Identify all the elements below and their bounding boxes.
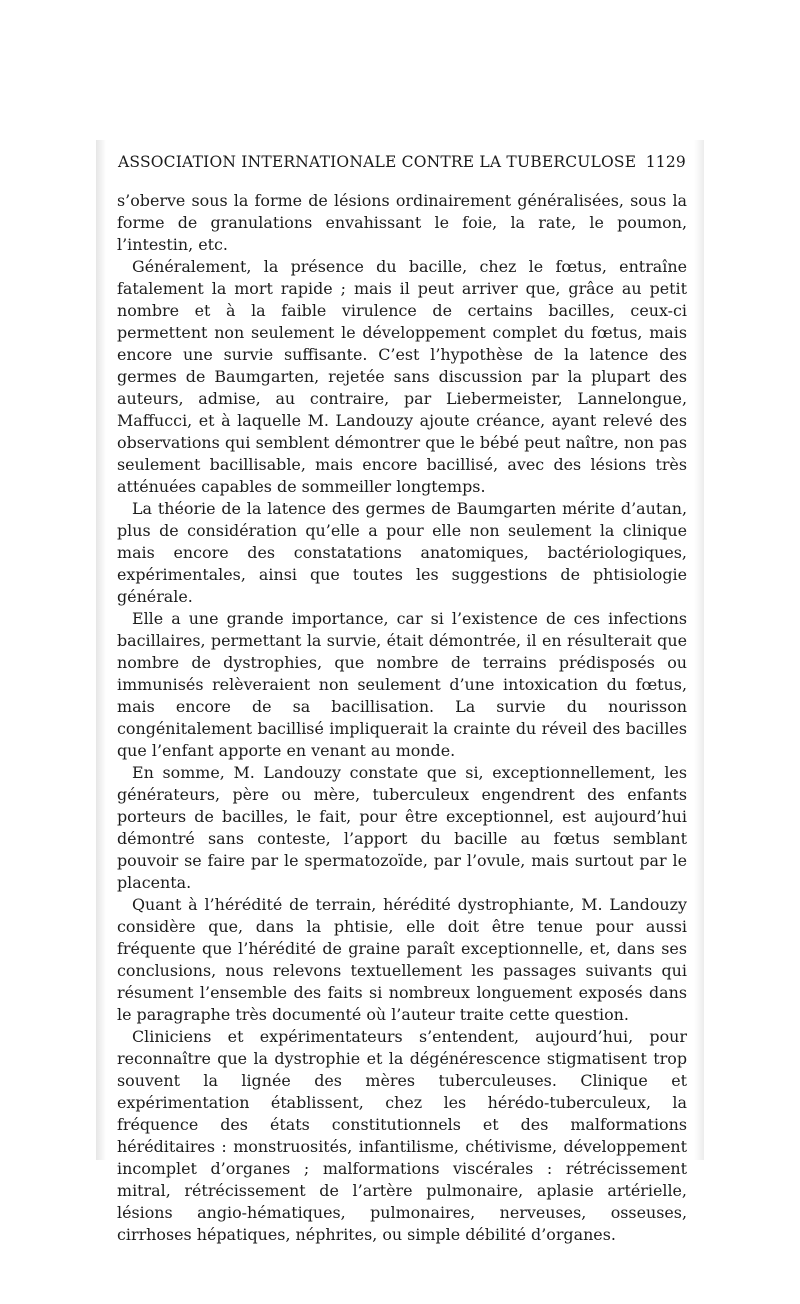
- running-title: ASSOCIATION INTERNATIONALE CONTRE LA TUBERCULOSE: [118, 153, 637, 171]
- page-number: 1129: [645, 153, 686, 171]
- scan-edge-shadow-left: [96, 140, 106, 1160]
- body-text: [117, 190, 687, 1246]
- paragraph-continuation: s’oberve sous la forme de lésions ordinairement généralisées, sous la forme de granulations envahissant le foie, la rate, le poumon, l’intestin, etc.: [117, 191, 687, 254]
- paragraph-bacille-foetus: Généralement, la présence du bacille, chez le fœtus, entraîne fatalement la mort rapide ; mais il peut arriver que, grâce au petit nombre et à la faible virulence de certains bacilles, ceux-ci permettent non seulement le développement complet du fœtus, mais encore une survie suffisante. C’est l’hypothèse de la latence des germes de Baumgarten, rejetée sans discussion par la plupart des auteurs, admise, au contraire, par Liebermeister, Lannelongue, Maffucci, et à laquelle M. Landouzy ajoute créance, ayant relevé des observations qui semblent démontrer que le bébé peut naître, non pas seulement bacillisable, mais encore bacillisé, avec des lésions très atténuées capables de sommeiller longtemps.: [117, 257, 687, 496]
- running-header: [118, 153, 686, 179]
- paragraph-heredite-terrain: Quant à l’hérédité de terrain, hérédité dystrophiante, M. Landouzy considère que, dans la phtisie, elle doit être tenue pour aussi fréquente que l’hérédité de graine paraît exceptionnelle, et, dans ses conclusions, nous relevons textuellement les passages suivants qui résument l’ensemble des faits si nombreux longuement exposés dans le paragraphe très documenté où l’auteur traite cette question.: [117, 895, 687, 1024]
- paragraph-theorie-latence: La théorie de la latence des germes de Baumgarten mérite d’autan, plus de considération qu’elle a pour elle non seulement la clinique mais encore des constatations anatomiques, bactériologiques, expérimentales, ainsi que toutes les suggestions de phtisiologie générale.: [117, 499, 687, 606]
- paragraph-en-somme: En somme, M. Landouzy constate que si, exceptionnellement, les générateurs, père ou mère, tuberculeux engendrent des enfants porteurs de bacilles, le fait, pour être exceptionnel, est aujourd’hui démontré sans conteste, l’apport du bacille au fœtus semblant pouvoir se faire par le spermatozoïde, par l’ovule, mais surtout par le placenta.: [117, 763, 687, 892]
- scan-edge-shadow-right: [694, 140, 704, 1160]
- paragraph-cliniciens: Cliniciens et expérimentateurs s’entendent, aujourd’hui, pour reconnaître que la dystrophie et la dégénérescence stigmatisent trop souvent la lignée des mères tuberculeuses. Clinique et expérimentation établissent, chez les hérédo-tuberculeux, la fréquence des états constitutionnels et des malformations héréditaires : monstruosités, infantilisme, chétivisme, développement incomplet d’organes ; malformations viscérales : rétrécissement mitral, rétrécissement de l’artère pulmonaire, aplasie artérielle, lésions angio-hématiques, pulmonaires, nerveuses, osseuses, cirrhoses hépatiques, néphrites, ou simple débilité d’organes.: [117, 1027, 687, 1244]
- paragraph-importance: Elle a une grande importance, car si l’existence de ces infections bacillaires, permettant la survie, était démontrée, il en résulterait que nombre de dystrophies, que nombre de terrains prédisposés ou immunisés relèveraient non seulement d’une intoxication du fœtus, mais encore de sa bacillisation. La survie du nourisson congénitalement bacillisé impliquerait la crainte du réveil des bacilles que l’enfant apporte en venant au monde.: [117, 609, 687, 760]
